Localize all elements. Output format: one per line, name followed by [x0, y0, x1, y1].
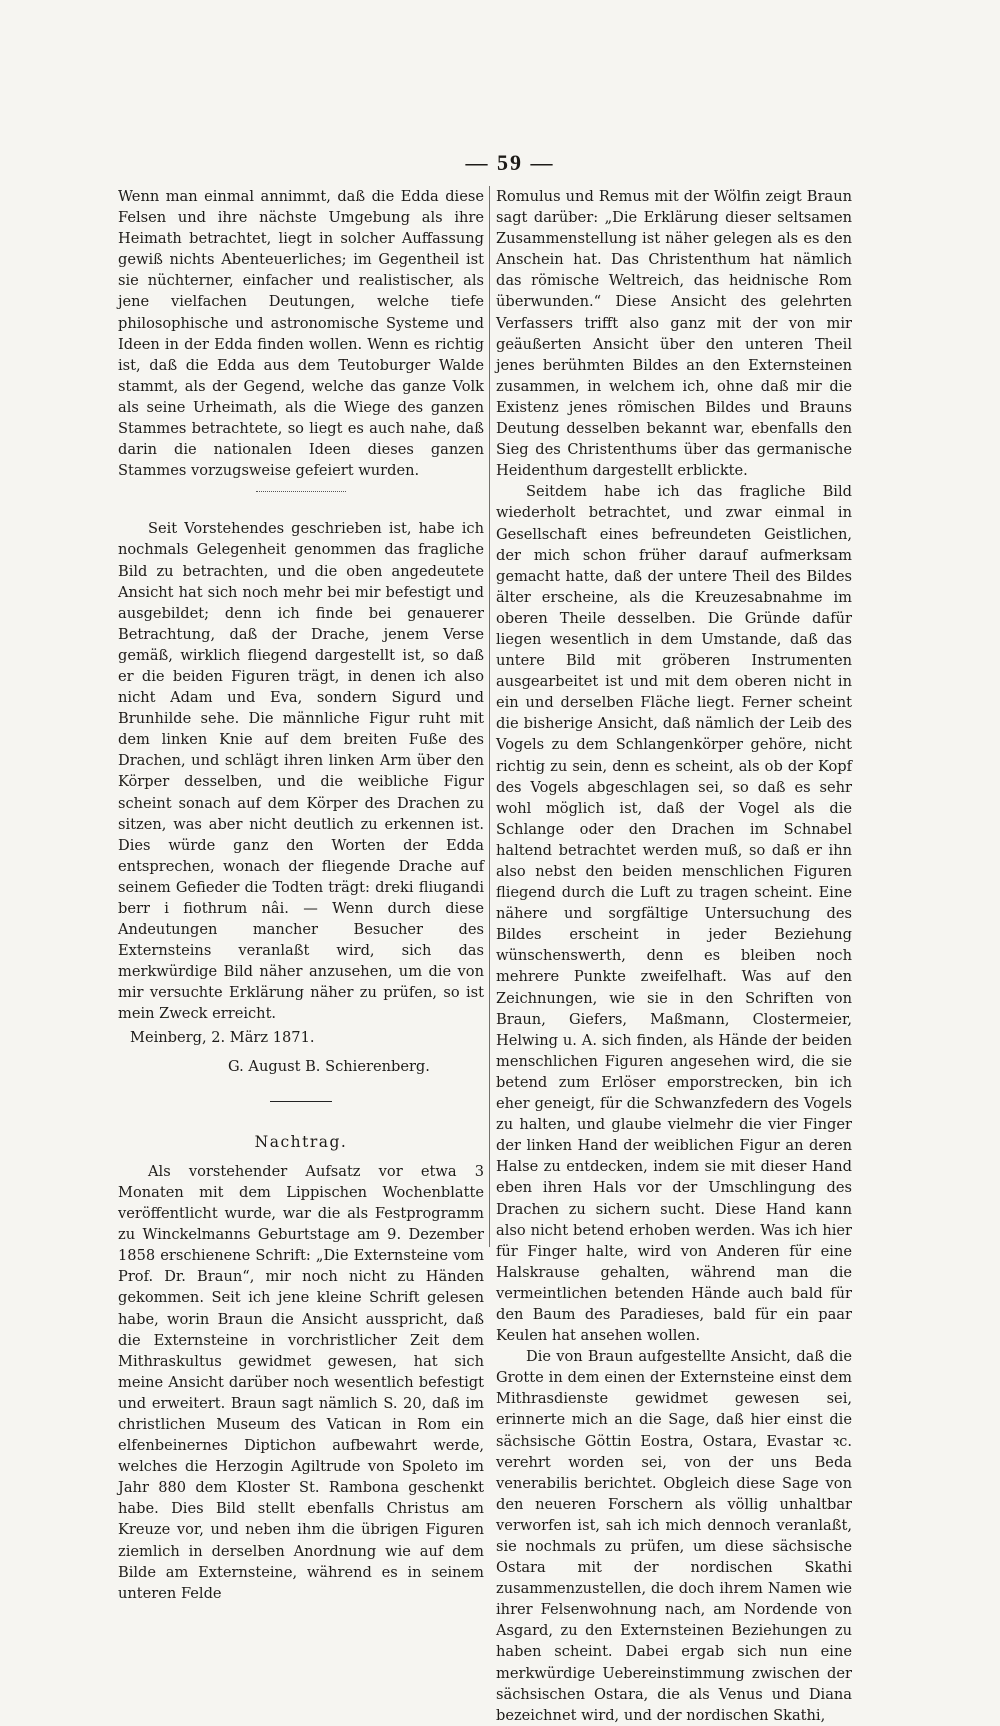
column-divider [489, 186, 490, 1247]
paragraph-romulus-remus: Romulus und Remus mit der Wölfin zeigt Braun sagt darüber: „Die Erklärung dieser seltsamen Zusammenstellung ist näher gelegen als es den Anschein hat. Das Christenthum hat nämlich das römische Weltreich, das heidnische Rom überwunden.“ Diese Ansicht des gelehrten Verfassers trifft also ganz mit der von mir geäußerten Ansicht über den unteren Theil jenes berühmten Bildes an den Externsteinen zusammen, in welchem ich, ohne daß mir die Existenz jenes römischen Bildes und Brauns Deutung desselben bekannt war, ebenfalls den Sieg des Christenthums über das germanische Heidenthum dargestellt erblickte. [496, 188, 852, 480]
date-line: Meinberg, 2. März 1871. [130, 1028, 315, 1046]
author-signature: G. August B. Schierenberg. [228, 1057, 430, 1075]
paragraph-nachtrag: Als vorstehender Aufsatz vor etwa 3 Monaten mit dem Lippischen Wochenblatte veröffentlicht wurde, war die als Festprogramm zu Winckelmanns Geburtstage am 9. Dezember 1858 erschienene Schrift: „Die Externsteine vom Prof. Dr. Braun“, mir noch nicht zu Händen gekommen. Seit ich jene kleine Schrift gelesen habe, worin Braun die Ansicht ausspricht, daß die Externsteine in vorchristlicher Zeit dem Mithraskultus gewidmet gewesen, hat sich meine Ansicht darüber noch wesentlich befestigt und erweitert. Braun sagt nämlich S. 20, daß im christlichen Museum des Vatican in Rom ein elfenbeinernes Diptichon aufbewahrt werde, welches die Herzogin Agiltrude von Spoleto im Jahr 880 dem Kloster St. Rambona geschenkt habe. Dies Bild stellt ebenfalls Christus am Kreuze vor, und neben ihm die übrigen Figuren ziemlich in derselben Anordnung wie auf dem Bilde am Externsteine, während es in seinem unteren Felde [118, 1162, 484, 1602]
right-column [496, 186, 852, 1726]
paragraph-examination: Seitdem habe ich das fragliche Bild wiederholt betrachtet, und zwar einmal in Gesellschaft eines befreundeten Geistlichen, der mich schon früher darauf aufmerksam gemacht hatte, daß der untere Theil des Bildes älter erscheine, als die Kreuzesabnahme im oberen Theile desselben. Die Gründe dafür liegen wesentlich in dem Umstande, daß das untere Bild mit gröberen Instrumenten ausgearbeitet ist und mit dem oberen nicht in ein und derselben Fläche liegt. Ferner scheint die bisherige Ansicht, daß nämlich der Leib des Vogels zu dem Schlangenkörper gehöre, nicht richtig zu sein, denn es scheint, als ob der Kopf des Vogels abgeschlagen sei, so daß es sehr wohl möglich ist, daß der Vogel als die Schlange oder den Drachen im Schnabel haltend betrachtet werden muß, so daß er ihn also nebst den beiden menschlichen Figuren fliegend durch die Luft zu tragen scheint. Eine nähere und sorgfältige Untersuchung des Bildes erscheint in jeder Beziehung wünschenswerth, denn es bleiben noch mehrere Punkte zweifelhaft. Was auf den Zeichnungen, wie sie in den Schriften von Braun, Giefers, Maßmann, Clostermeier, Helwing u. A. sich finden, als Hände der beiden menschlichen Figuren angesehen wird, die sie betend zum Erlöser emporstrecken, bin ich eher geneigt, für die Schwanzfedern des Vogels zu halten, und glaube vielmehr die vier Finger der linken Hand der weiblichen Figur an deren Halse zu entdecken, indem sie mit dieser Hand eben ihren Hals vor der Umschlingung des Drachen zu sichern sucht. Diese Hand kann also nicht betend erhoben werden. Was ich hier für Finger halte, wird von Anderen für eine Halskrause gehalten, während man die vermeintlichen betenden Hände auch bald für den Baum des Paradieses, bald für ein paar Keulen hat ansehen wollen. [496, 483, 852, 1345]
page-number: — 59 — [465, 150, 555, 175]
dotted-divider [256, 491, 346, 492]
section-heading: Nachtrag. [254, 1132, 348, 1151]
paragraph-revisit-image: Seit Vorstehendes geschrieben ist, habe ich nochmals Gelegenheit genommen das fragliche Bild zu betrachten, und die oben angedeutete Ansicht hat sich noch mehr bei mir befestigt und ausgebildet; denn ich finde bei genauerer Betrachtung, daß der Drache, jenem Verse gemäß, wirklich fliegend dargestellt ist, so daß er die beiden Figuren trägt, in denen ich also nicht Adam und Eva, sondern Sigurd und Brunhilde sehe. Die männliche Figur ruht mit dem linken Knie auf dem breiten Fuße des Drachen, und schlägt ihren linken Arm über den Körper desselben, und die weibliche Figur scheint sonach auf dem Körper des Drachen zu sitzen, was aber nicht deutlich zu erkennen ist. Dies würde ganz den Worten der Edda entsprechen, wonach der fliegende Drache auf seinem Gefieder die Todten trägt: dreki fliugandi berr i fiothrum nâi. — Wenn durch diese Andeutungen mancher Besucher des Externsteins veranlaßt wird, sich das merkwürdige Bild näher anzusehen, um die von mir versuchte Erklärung näher zu prüfen, so ist mein Zweck erreicht. [118, 520, 484, 1023]
paragraph-ostara: Die von Braun aufgestellte Ansicht, daß die Grotte in dem einen der Externsteine einst dem Mithrasdienste gewidmet gewesen sei, erinnerte mich an die Sage, daß hier einst die sächsische Göttin Eostra, Ostara, Evastar ꝛc. verehrt worden sei, von der uns Beda venerabilis berichtet. Obgleich diese Sage von den neueren Forschern als völlig unhaltbar verworfen ist, sah ich mich dennoch veranlaßt, sie nochmals zu prüfen, um diese sächsische Ostara mit der nordischen Skathi zusammenzustellen, die doch ihrem Namen wie ihrer Felsenwohnung nach, am Nordende von Asgard, zu den Externsteinen Beziehungen zu haben scheint. Dabei ergab sich nun eine merkwürdige Uebereinstimmung zwischen der sächsischen Ostara, die als Venus und Diana bezeichnet wird, und der nordischen Skathi, [496, 1348, 852, 1724]
paragraph-edda-homeland: Wenn man einmal annimmt, daß die Edda diese Felsen und ihre nächste Umgebung als ihre Heimath betrachtet, liegt in solcher Auffassung gewiß nichts Abenteuerliches; im Gegentheil ist sie nüchterner, einfacher und realistischer, als jene vielfachen Deutungen, welche tiefe philosophische und astronomische Systeme und Ideen in der Edda finden wollen. Wenn es richtig ist, daß die Edda aus dem Teutoburger Walde stammt, als der Gegend, welche das ganze Volk als seine Urheimath, als die Wiege des ganzen Stammes betrachtete, so liegt es auch nahe, daß darin die nationalen Ideen dieses ganzen Stammes vorzugsweise gefeiert wurden. [118, 188, 484, 480]
left-column [118, 186, 484, 1604]
section-rule [270, 1101, 332, 1102]
